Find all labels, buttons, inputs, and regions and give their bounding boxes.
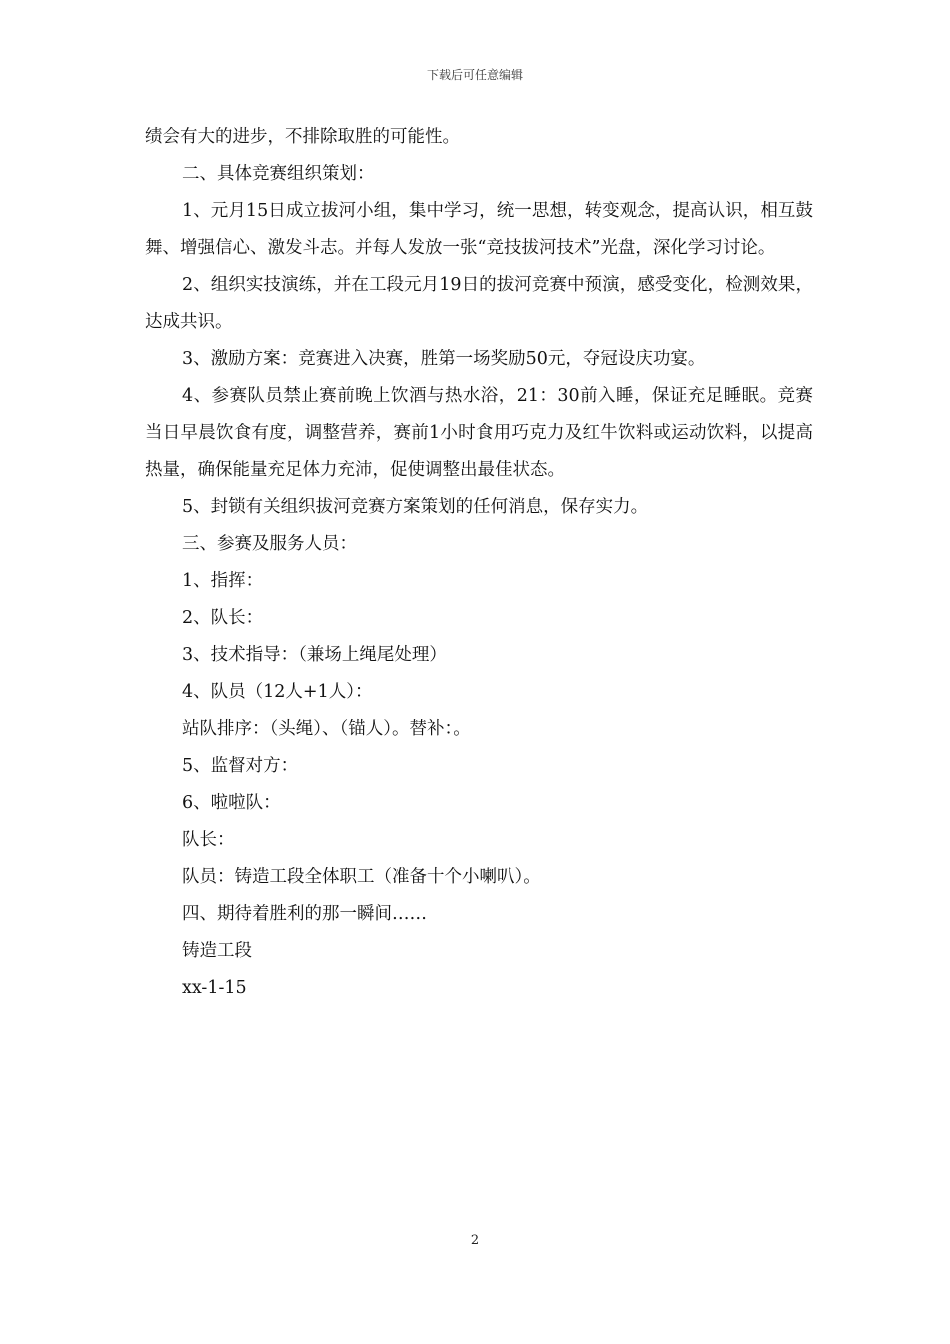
signature-department: 铸造工段 <box>182 941 252 961</box>
page-number: 2 <box>470 1233 480 1248</box>
staff-item-members: 4、队员（12人+1人）： <box>182 682 373 702</box>
signature-date: xx-1-15 <box>182 978 247 998</box>
section-heading-3: 三、参赛及服务人员： <box>182 534 357 554</box>
cheer-captain: 队长： <box>182 830 235 850</box>
page-header: 下载后可任意编辑 <box>426 68 523 82</box>
staff-item-order: 站队排序：（头绳）、（锚人）。替补：。 <box>182 719 471 739</box>
paragraph-item-5: 5、封锁有关组织拔河竞赛方案策划的任何消息，保存实力。 <box>182 497 649 517</box>
paragraph-item-3: 3、激励方案：竞赛进入决赛，胜第一场奖励50元，夺冠设庆功宴。 <box>182 349 706 369</box>
paragraph-continuation: 绩会有大的进步，不排除取胜的可能性。 <box>145 127 460 147</box>
staff-item-technical: 3、技术指导：（兼场上绳尾处理） <box>182 645 447 665</box>
paragraph-item-4: 4、参赛队员禁止赛前晚上饮酒与热水浴，21：30前入睡，保证充足睡眠。竞赛当日早晨饮食有度，调整营养，赛前1小时食用巧克力及红牛饮料或运动饮料，以提高热量，确保能量充足体力充沛，促使调整出最佳状态。 <box>145 386 813 480</box>
staff-item-captain: 2、队长： <box>182 608 264 628</box>
section-heading-2: 二、具体竞赛组织策划： <box>182 164 375 184</box>
staff-item-commander: 1、指挥： <box>182 571 264 591</box>
staff-item-supervisor: 5、监督对方： <box>182 756 299 776</box>
paragraph-item-1: 1、元月15日成立拔河小组，集中学习，统一思想，转变观念，提高认识，相互鼓舞、增强信心、激发斗志。并每人发放一张“竞技拔河技术”光盘，深化学习讨论。 <box>145 201 813 258</box>
cheer-members: 队员：铸造工段全体职工（准备十个小喇叭）。 <box>182 867 541 887</box>
paragraph-item-2: 2、组织实技演练，并在工段元月19日的拔河竞赛中预演，感受变化，检测效果，达成共识。 <box>145 275 813 332</box>
section-heading-4: 四、期待着胜利的那一瞬间…… <box>182 904 427 924</box>
staff-item-cheerleaders: 6、啦啦队： <box>182 793 281 813</box>
document-body <box>145 119 813 1007</box>
